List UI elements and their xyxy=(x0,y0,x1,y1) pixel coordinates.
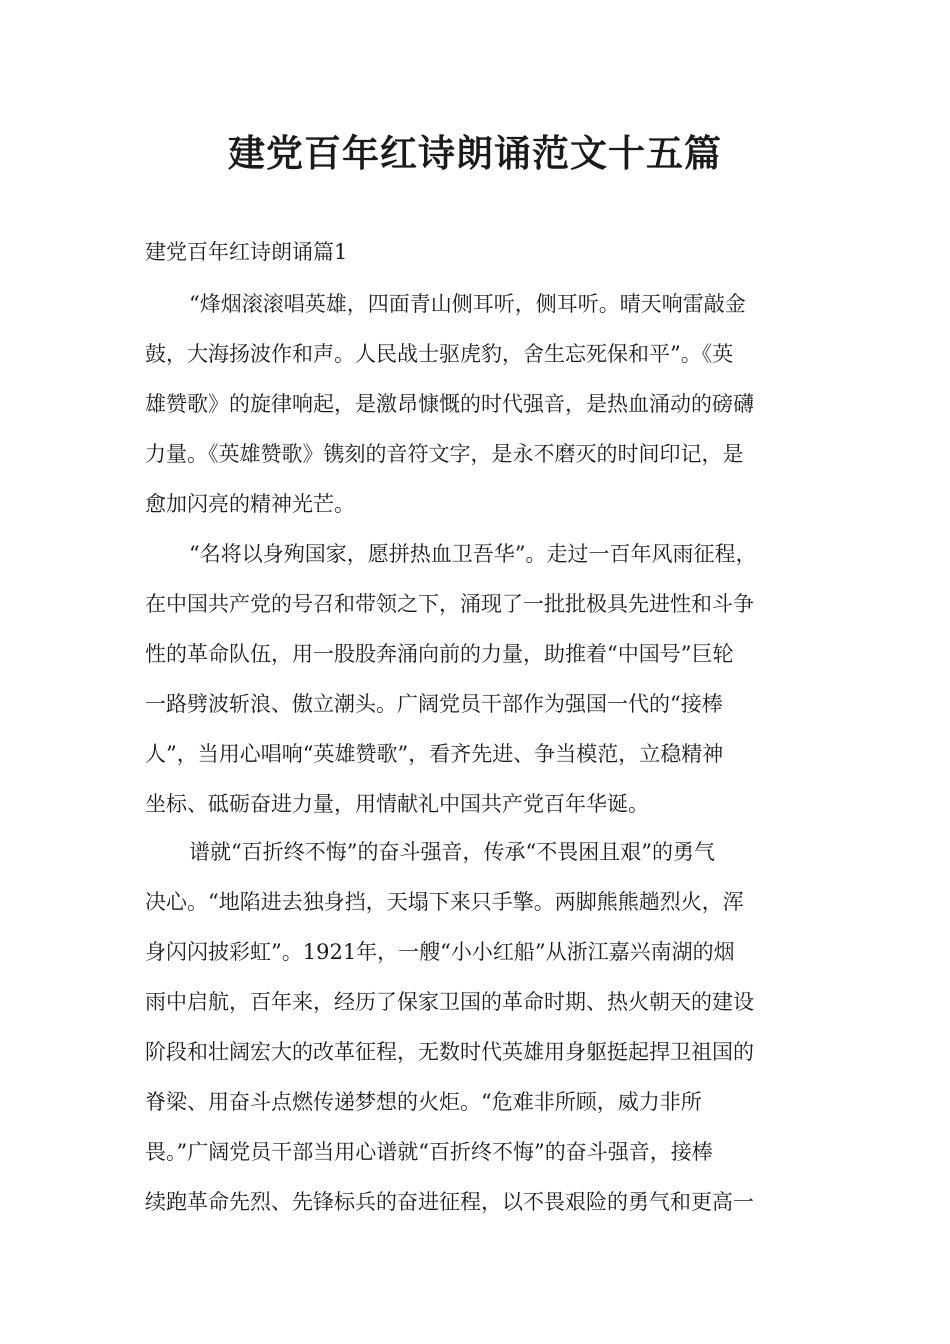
paragraph-line: 决心。“地陷进去独身挡，天塌下来只手擎。两脚熊熊趟烈火，浑 xyxy=(145,890,744,914)
paragraph-2 xyxy=(145,529,810,829)
paragraph-line: 人”，当用心唱响“英雄赞歌”，看齐先进、争当模范，立稳精神 xyxy=(145,742,724,766)
paragraph-line: 在中国共产党的号召和带领之下，涌现了一批批极具先进性和斗争 xyxy=(145,592,754,616)
paragraph-line: “名将以身殉国家，愿拼热血卫吾华”。走过一百年风雨征程， xyxy=(189,542,757,566)
paragraph-line: 续跑革命先烈、先锋标兵的奋进征程，以不畏艰险的勇气和更高一 xyxy=(145,1190,754,1214)
paragraph-line: 一路劈波斩浪、傲立潮头。广阔党员干部作为强国一代的“接棒 xyxy=(145,692,723,716)
section-heading: 建党百年红诗朗诵篇1 xyxy=(145,240,348,264)
paragraph-line: 畏。”广阔党员干部当用心谱就“百折终不悔”的奋斗强音，接棒 xyxy=(145,1140,713,1164)
paragraph-line: 鼓，大海扬波作和声。人民战士驱虎豹，舍生忘死保和平”。《英 xyxy=(145,342,734,366)
paragraph-line: 愈加闪亮的精神光芒。 xyxy=(145,492,355,516)
paragraph-3 xyxy=(145,827,810,1227)
paragraph-line: 阶段和壮阔宏大的改革征程，无数时代英雄用身躯挺起捍卫祖国的 xyxy=(145,1040,754,1064)
paragraph-line: 性的革命队伍，用一股股奔涌向前的力量，助推着“中国号”巨轮 xyxy=(145,642,734,666)
paragraph-line: 谱就“百折终不悔”的奋斗强音，传承“不畏困且艰”的勇气 xyxy=(189,840,715,864)
paragraph-line: 脊梁、用奋斗点燃传递梦想的火炬。“危难非所顾，威力非所 xyxy=(145,1090,702,1114)
paragraph-line: “烽烟滚滚唱英雄，四面青山侧耳听，侧耳听。晴天响雷敲金 xyxy=(189,292,746,316)
document-title: 建党百年红诗朗诵范文十五篇 xyxy=(228,132,722,175)
paragraph-line: 坐标、砥砺奋进力量，用情献礼中国共产党百年华诞。 xyxy=(145,792,649,816)
paragraph-line: 雨中启航，百年来，经历了保家卫国的革命时期、热火朝天的建设 xyxy=(145,990,754,1014)
paragraph-line: 力量。《英雄赞歌》镌刻的音符文字，是永不磨灭的时间印记，是 xyxy=(145,442,744,466)
paragraph-1 xyxy=(145,279,810,529)
paragraph-line: 雄赞歌》的旋律响起，是激昂慷慨的时代强音，是热血涌动的磅礴 xyxy=(145,392,754,416)
paragraph-line: 身闪闪披彩虹”。1921年，一艘“小小红船”从浙江嘉兴南湖的烟 xyxy=(145,940,735,964)
